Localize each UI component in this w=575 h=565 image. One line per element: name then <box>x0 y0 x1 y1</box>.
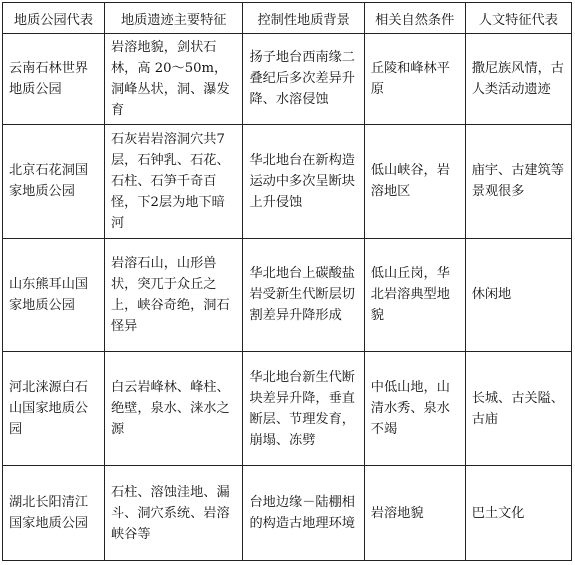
cell-geopark: 河北涞源白石山国家地质公园 <box>3 352 105 466</box>
cell-geologic-background: 华北地台新生代断块差异升降，垂直断层、节理发育，崩塌、冻劈 <box>243 352 364 466</box>
cell-cultural-features: 长城、古关隘、古庙 <box>465 352 571 466</box>
header-row <box>3 3 572 34</box>
cell-geopark: 云南石林世界地质公园 <box>3 34 105 125</box>
cell-natural-conditions: 岩溶地貌 <box>364 466 465 561</box>
cell-geologic-background: 台地边缘－陆棚相的构造古地理环境 <box>243 466 364 561</box>
cell-cultural-features: 休闲地 <box>465 238 571 352</box>
header-relic-features: 地质遗迹主要特征 <box>104 3 242 34</box>
cell-natural-conditions: 低山丘岗，华北岩溶典型地貌 <box>364 238 465 352</box>
cell-natural-conditions: 丘陵和峰林平原 <box>364 34 465 125</box>
table-row <box>3 124 572 238</box>
cell-relic-features: 岩溶地貌，剑状石林，高 20～50m，洞峰丛状，洞、瀑发育 <box>104 34 242 125</box>
cell-cultural-features: 巴土文化 <box>465 466 571 561</box>
cell-geopark: 湖北长阳清江国家地质公园 <box>3 466 105 561</box>
table-row <box>3 34 572 125</box>
cell-cultural-features: 撒尼族风情，古人类活动遗迹 <box>465 34 571 125</box>
header-geologic-background: 控制性地质背景 <box>243 3 364 34</box>
geopark-table <box>2 2 572 561</box>
cell-geopark: 山东熊耳山国家地质公园 <box>3 238 105 352</box>
cell-relic-features: 石灰岩岩溶洞穴共7层，石钟乳、石花、石柱、石笋千奇百怪，下2层为地下暗河 <box>104 124 242 238</box>
cell-relic-features: 岩溶石山，山形兽状，突兀于众丘之上，峡谷奇绝，洞石怪异 <box>104 238 242 352</box>
header-cultural-features: 人文特征代表 <box>465 3 571 34</box>
cell-geologic-background: 华北地台在新构造运动中多次呈断块上升侵蚀 <box>243 124 364 238</box>
table-row <box>3 466 572 561</box>
header-natural-conditions: 相关自然条件 <box>364 3 465 34</box>
cell-relic-features: 白云岩峰林、峰柱、绝壁，泉水、涞水之源 <box>104 352 242 466</box>
cell-relic-features: 石柱、溶蚀洼地、漏斗、洞穴系统、岩溶峡谷等 <box>104 466 242 561</box>
cell-geologic-background: 扬子地台西南缘二叠纪后多次差异升降、水溶侵蚀 <box>243 34 364 125</box>
cell-natural-conditions: 低山峡谷，岩溶地区 <box>364 124 465 238</box>
cell-geologic-background: 华北地台上碳酸盐岩受新生代断层切割差异升降形成 <box>243 238 364 352</box>
table-row <box>3 238 572 352</box>
cell-natural-conditions: 中低山地，山清水秀、泉水不竭 <box>364 352 465 466</box>
header-geopark: 地质公园代表 <box>3 3 105 34</box>
table-row <box>3 352 572 466</box>
cell-geopark: 北京石花洞国家地质公园 <box>3 124 105 238</box>
cell-cultural-features: 庙宇、古建筑等景观很多 <box>465 124 571 238</box>
